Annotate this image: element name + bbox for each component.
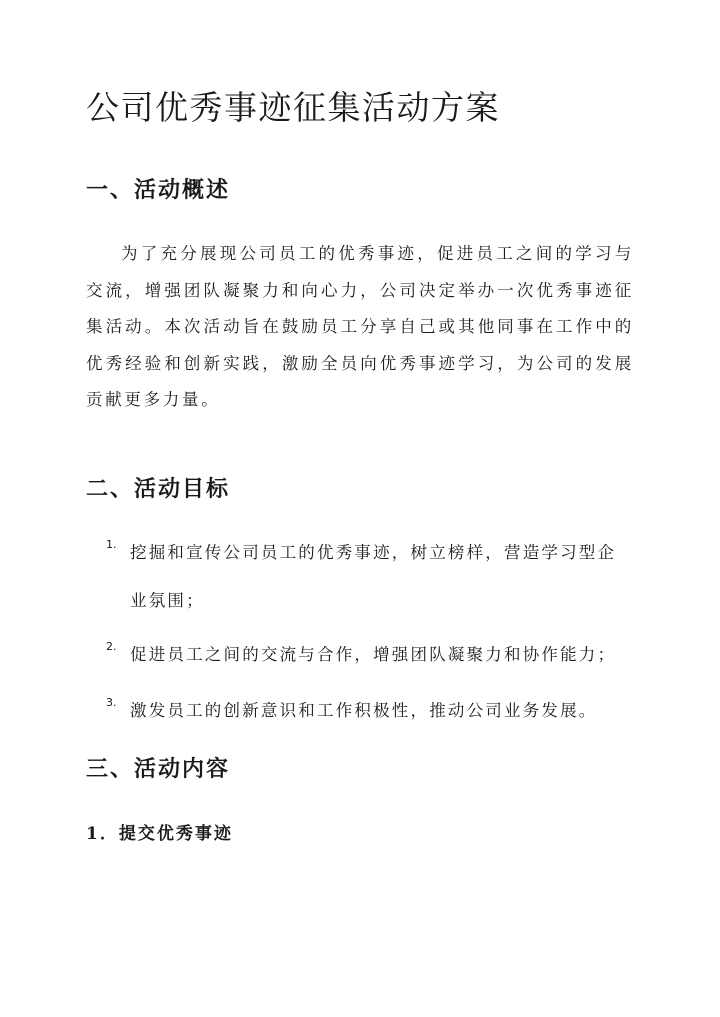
overview-paragraph: 为了充分展现公司员工的优秀事迹，促进员工之间的学习与交流，增强团队凝聚力和向心力，公司决定举办一次优秀事迹征集活动。本次活动旨在鼓励员工分享自己或其他同事在工作中的优秀经验和创新实践，激励全员向优秀事迹学习，为公司的发展贡献更多力量。: [86, 244, 634, 409]
list-item: [106, 631, 626, 679]
list-number: 2.: [106, 640, 117, 653]
section-heading-content: 三、活动内容: [86, 756, 231, 782]
list-item: [106, 529, 626, 625]
list-item-text: 激发员工的创新意识和工作积极性，推动公司业务发展。: [130, 701, 598, 720]
subsection-heading-submit: 1．提交优秀事迹: [86, 824, 233, 844]
section-heading-goals: 二、活动目标: [86, 476, 231, 502]
document-title: 公司优秀事迹征集活动方案: [86, 88, 500, 127]
list-number: 1.: [106, 538, 117, 551]
list-item-text: 挖掘和宣传公司员工的优秀事迹，树立榜样，营造学习型企业氛围；: [130, 543, 617, 610]
section-heading-overview: 一、活动概述: [86, 177, 231, 203]
list-item-text: 促进员工之间的交流与合作，增强团队凝聚力和协作能力；: [130, 645, 617, 664]
list-number: 3.: [106, 696, 117, 709]
list-item: [106, 687, 626, 735]
